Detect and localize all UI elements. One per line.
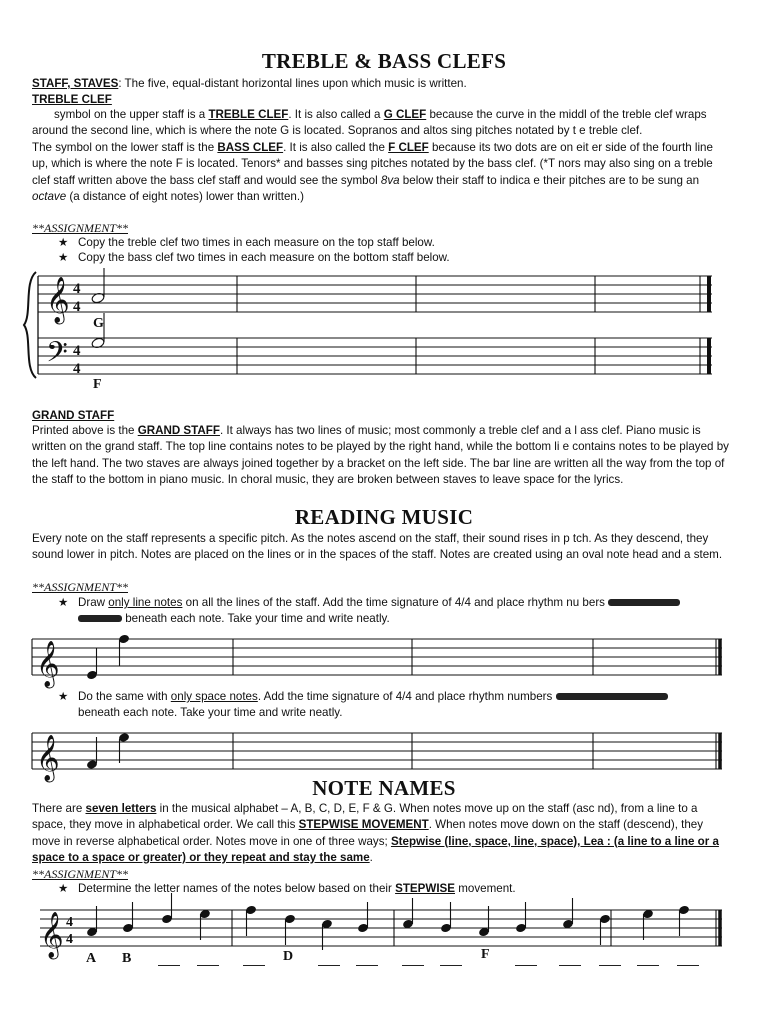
reading-paragraph: Every note on the staff represents a specific pitch. As the notes ascend on the staff, their sound rises in p tch. As they descend, they sound lower in pitch. Notes are placed on the lines or in the spaces of the staff. Notes are created using an oval note head and a stem. [32, 532, 723, 562]
star-icon: ★ [58, 690, 69, 703]
p1e: because the curve in the middl of the treble clef wraps around the second line, which is where the note G is located. Sopranos and altos sing pitches notated by t e treble clef. [32, 108, 707, 138]
section-title-reading: READING MUSIC [294, 505, 474, 529]
staff-definition [32, 76, 732, 92]
bass-clef-paragraph [32, 140, 732, 205]
quarter-note [284, 914, 296, 925]
treble-clef-icon: 𝄞 [40, 912, 64, 958]
quarter-note [599, 914, 611, 925]
time-sig-top: 4 [73, 281, 81, 297]
p2f: 8va [380, 173, 400, 187]
answer-blank[interactable] [243, 965, 265, 966]
answer-blank[interactable] [515, 965, 537, 966]
quarter-note [515, 923, 527, 934]
answer-letter-b: B [122, 951, 132, 966]
answer-letter-f: F [481, 947, 490, 962]
quarter-note [321, 919, 333, 930]
sample-space-notes [86, 732, 130, 770]
p2a: The symbol on the lower staff is the [32, 141, 218, 154]
answer-blank[interactable] [158, 965, 180, 966]
n-pc: in the musical alphabet – A, B, C, D, E, F & G. When notes move up on the staff (asc nd), from a line to a space, they move in alphabetical order. We call this [32, 802, 698, 832]
quarter-note [86, 927, 98, 938]
star-icon: ★ [58, 236, 69, 249]
quarter-note [357, 923, 369, 934]
quarter-note [402, 919, 414, 930]
g1b: GRAND STAFF [137, 424, 220, 437]
p2g: below their staff to indica e their pitches are to be sung an [399, 173, 700, 187]
p1d: G CLEF [383, 108, 427, 121]
p2h: octave [32, 189, 67, 203]
bullet-text: Copy the treble clef two times in each measure on the top staff below. [78, 236, 435, 249]
staff-term: STAFF, STAVES [32, 77, 119, 90]
quarter-note [642, 909, 654, 920]
g1a: Printed above is the [32, 424, 138, 437]
scribble-icon [556, 693, 668, 700]
answer-blank[interactable] [677, 965, 699, 966]
time-sig-bottom: 4 [66, 932, 73, 947]
p2e: because its two dots are on eit er side of the fourth line up, which is where the note F is located. Tenors* and basses sing pitches notated by the bass clef. (*T nors may also sing on a treble clef staff written above the bass clef staff and would see the symbol [32, 141, 713, 187]
b2c: . Add the time signature of 4/4 and place rhythm numbers [257, 690, 553, 703]
bass-staff [38, 338, 712, 374]
star-icon: ★ [58, 251, 69, 264]
l1b: STEPWISE [395, 882, 456, 895]
grand-staff-heading-text: GRAND STAFF [32, 409, 115, 422]
answer-blank[interactable] [402, 965, 424, 966]
answer-blank[interactable] [197, 965, 219, 966]
l1a: Determine the letter names of the notes below based on their [78, 882, 396, 895]
treble-staff [38, 276, 712, 312]
quarter-note [562, 919, 574, 930]
answer-blank[interactable] [440, 965, 462, 966]
stepwise-notes [86, 893, 690, 950]
answer-blank[interactable] [637, 965, 659, 966]
answer-blank[interactable] [559, 965, 581, 966]
n-pg: stay the same [292, 850, 370, 864]
b1a: Draw [78, 596, 109, 609]
treble-clef-icon: 𝄞 [36, 641, 60, 687]
l1c: movement. [455, 882, 516, 895]
n-pb: seven letters [85, 802, 157, 815]
answer-letter-d: D [283, 949, 294, 964]
quarter-note [161, 914, 173, 925]
note-names-paragraph [32, 801, 732, 866]
quarter-note [478, 927, 490, 938]
answer-blank[interactable] [599, 965, 621, 966]
b1d: beneath each note. Take your time and write neatly. [122, 612, 390, 625]
quarter-note [199, 909, 211, 920]
b1c: on all the lines of the staff. Add the time signature of 4/4 and place rhythm nu bers [182, 596, 605, 609]
p1b: TREBLE CLEF [208, 108, 289, 121]
quarter-note [245, 905, 257, 916]
quarter-note [678, 905, 690, 916]
star-icon: ★ [58, 596, 69, 609]
answer-blank[interactable] [356, 965, 378, 966]
answer-blank[interactable] [318, 965, 340, 966]
reading-staff-1 [32, 639, 722, 675]
note-label-g: G [93, 316, 104, 331]
bullet-text: Copy the bass clef two times in each measure on the bottom staff below. [78, 251, 450, 264]
p1c: . It is also called a [288, 108, 384, 121]
n-pd: STEPWISE MOVEMENT [298, 818, 429, 832]
time-sig-top: 4 [66, 915, 73, 930]
bullet-text [78, 595, 718, 627]
section-title-clefs: TREBLE & BASS CLEFS [261, 49, 507, 73]
star-icon: ★ [58, 882, 69, 895]
section-title-note-names: NOTE NAMES [312, 776, 456, 800]
n-pf: Stepwise (line, space, line, space), Lea : (a line to a line or a space to a space or greater) or they repeat and [32, 834, 719, 864]
reading-staff-2 [32, 733, 722, 769]
n-ph: . [369, 850, 373, 864]
note-label-f: F [93, 377, 102, 392]
assignment-heading-3: **ASSIGNMENT** [32, 867, 128, 881]
p2b: BASS CLEF [217, 141, 284, 154]
bullet-text [78, 881, 718, 897]
grand-staff-heading [32, 408, 732, 424]
bass-clef-icon: 𝄢 [46, 336, 68, 376]
assignment-heading-1: **ASSIGNMENT** [32, 221, 128, 235]
time-sig-bottom: 4 [73, 299, 81, 315]
sample-line-notes [86, 634, 130, 681]
quarter-note [440, 923, 452, 934]
g1c: . It always has two lines of music; most commonly a treble clef and a l ass clef. Piano music is written on the grand staff. The top line contains notes to be played by the right hand, while the bottom li e contains notes to be played by the left hand. The two staves are always joined together by a bracket on the left side. The bar line are written all the way from the top of the staff to the bottom in piano music. In choral music, they are broken between staves to leave space for the lyrics. [32, 424, 729, 486]
n-pe: . When notes move down on the staff (descend), they move in reverse alphabetical order. Notes move in one of three ways; [32, 818, 704, 848]
quarter-note [122, 923, 134, 934]
treble-clef-heading [32, 92, 732, 108]
answer-letter-a: A [86, 951, 97, 966]
p2d: F CLEF [388, 141, 429, 154]
clef-paragraph [32, 107, 732, 140]
b2b: only space notes [170, 690, 258, 703]
time-sig-top: 4 [73, 343, 81, 359]
p2c: . It is also called the [283, 141, 389, 154]
p2i: (a distance of eight notes) lower than written.) [66, 189, 304, 203]
scribble-icon [78, 615, 122, 622]
note-names-staff [40, 910, 722, 946]
staff-def-text: : The five, equal-distant horizontal lines upon which music is written. [118, 77, 467, 90]
b1b: only line notes [108, 596, 183, 609]
treble-clef-heading-text: TREBLE CLEF [32, 93, 112, 106]
assignment-heading-2: **ASSIGNMENT** [32, 580, 128, 594]
treble-clef-icon: 𝄞 [36, 735, 60, 781]
p1a: symbol on the upper staff is a [54, 108, 209, 121]
grand-staff-paragraph [32, 423, 732, 488]
time-sig-bottom: 4 [73, 361, 81, 377]
bullet-text [78, 689, 718, 721]
n-pa: There are [32, 802, 86, 815]
b2a: Do the same with [78, 690, 171, 703]
b2d: beneath each note. Take your time and write neatly. [78, 706, 343, 719]
treble-clef-icon: 𝄞 [46, 277, 70, 323]
scribble-icon [608, 599, 680, 606]
